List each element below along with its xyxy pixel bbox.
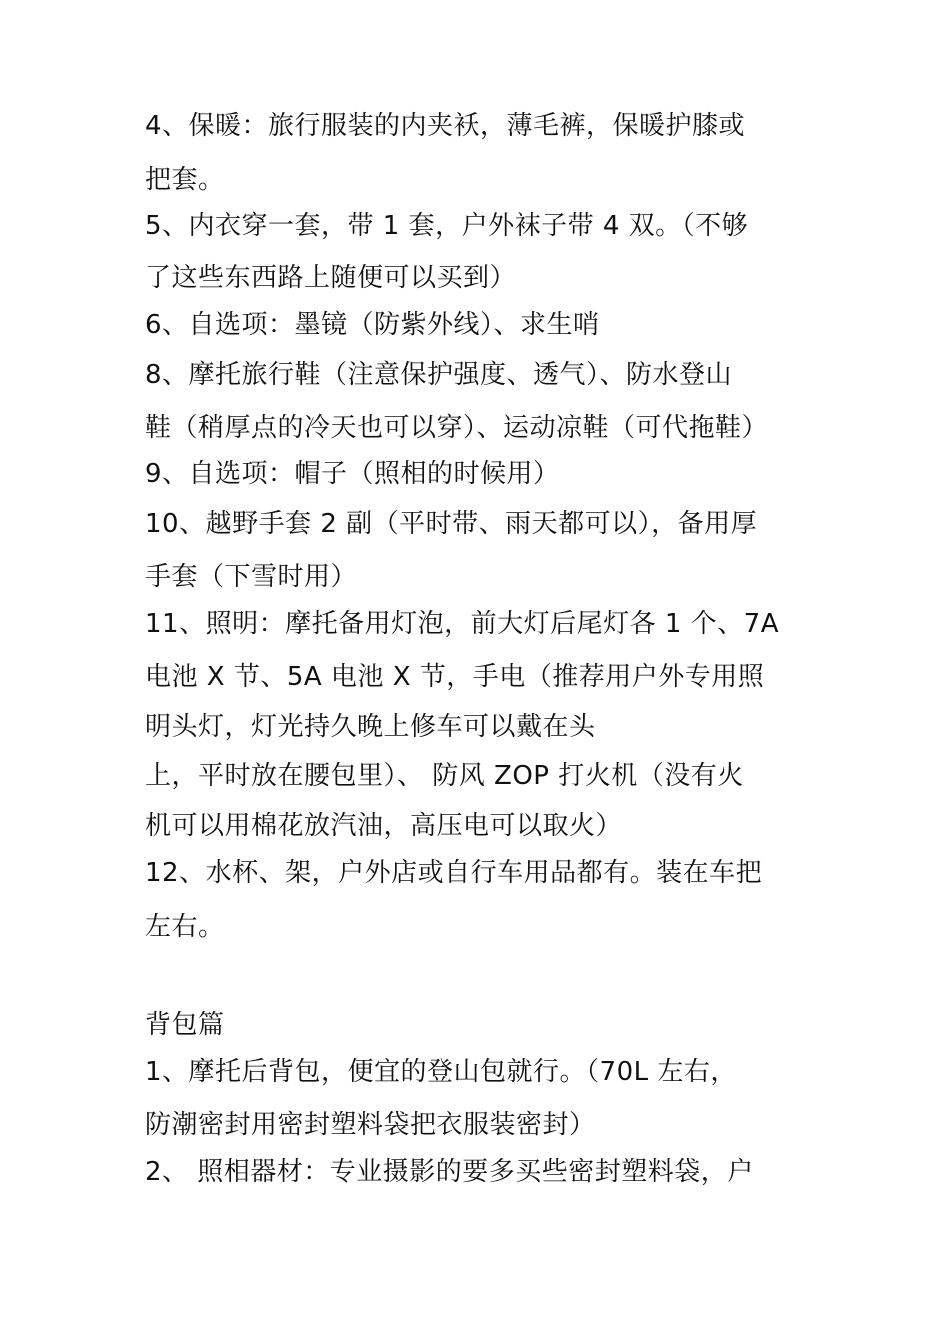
text-line: 手套（下雪时用） [145,562,358,592]
text-line: 鞋（稍厚点的冷天也可以穿）、运动凉鞋（可代拖鞋） [145,413,769,443]
text-line: 8、摩托旅行鞋（注意保护强度、透气）、防水登山 [145,360,733,390]
text-line: 电池 X 节、5A 电池 X 节，手电（推荐用户外专用照 [145,662,765,692]
text-line: 上，平时放在腰包里）、 防风 ZOP 打火机（没有火 [145,761,744,791]
section-heading: 背包篇 [145,1010,225,1040]
text-line: 6、自选项：墨镜（防紫外线）、求生哨 [145,310,600,340]
text-line: 了这些东西路上随便可以买到） [145,263,517,293]
text-line: 1、摩托后背包，便宜的登山包就行。（70L 左右， [145,1057,737,1087]
text-line: 把套。 [145,165,225,195]
text-line: 左右。 [145,912,225,942]
text-line: 2、 照相器材：专业摄影的要多买些密封塑料袋，户 [145,1157,754,1187]
text-line: 10、越野手套 2 副（平时带、雨天都可以），备用厚 [145,509,758,539]
text-line: 5、内衣穿一套，带 1 套，户外袜子带 4 双。（不够 [145,211,749,241]
text-line: 11、照明：摩托备用灯泡，前大灯后尾灯各 1 个、7A [145,609,779,639]
text-line: 机可以用棉花放汽油，高压电可以取火） [145,811,623,841]
text-line: 4、保暖：旅行服装的内夹袄，薄毛裤，保暖护膝或 [145,111,746,141]
text-line: 12、水杯、架，户外店或自行车用品都有。装在车把 [145,858,763,888]
text-line: 明头灯，灯光持久晚上修车可以戴在头 [145,712,596,742]
text-line: 防潮密封用密封塑料袋把衣服装密封） [145,1110,596,1140]
text-line: 9、自选项：帽子（照相的时候用） [145,459,560,489]
